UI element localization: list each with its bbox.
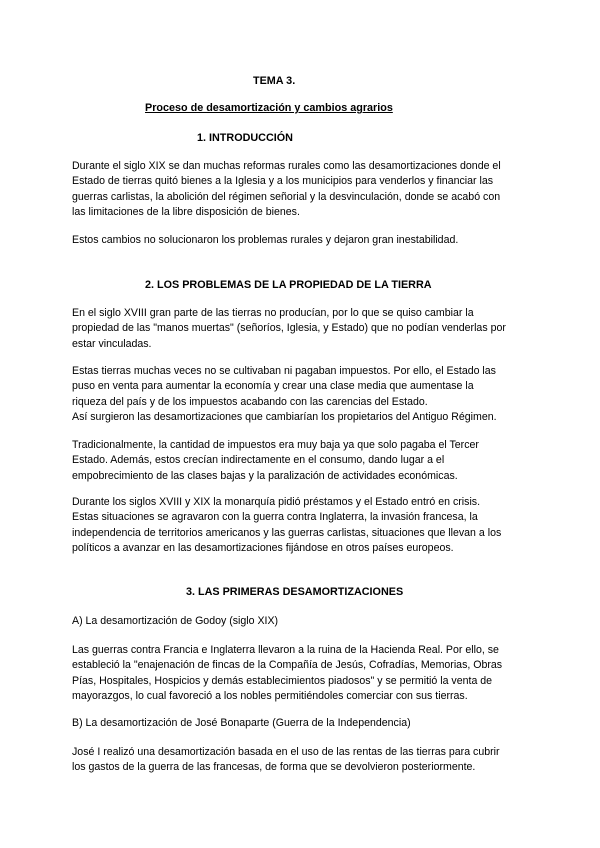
- text-line: estar vinculadas.: [72, 337, 152, 350]
- text-line: Estos cambios no solucionaron los problemas rurales y dejaron gran inestabilidad.: [72, 234, 459, 246]
- text-line: Estado de tierras quitó bienes a la Iglesia y a los municipios para venderlos y financiar las: [72, 175, 494, 188]
- text-line: Tradicionalmente, la cantidad de impuestos era muy baja ya que solo pagaba el Tercer: [72, 439, 479, 451]
- text-line: En el siglo XVIII gran parte de las tierras no producían, por lo que se quiso cambiar la: [72, 307, 474, 319]
- text-line: Estas tierras muchas veces no se cultivaban ni pagaban impuestos. Por ello, el Estado las: [72, 365, 496, 377]
- text-line: Durante los siglos XVIII y XIX la monarquía pidió préstamos y el Estado entró en crisis.: [72, 496, 481, 508]
- paragraph: [72, 306, 534, 352]
- text-line: A) La desamortización de Godoy (siglo XIX): [72, 615, 279, 627]
- section-heading-primeras: 3. LAS PRIMERAS DESAMORTIZACIONES: [186, 586, 404, 598]
- text-line: políticos a avanzar en las desamortizaciones fijándose en otros países europeos.: [72, 542, 454, 555]
- paragraph: [72, 643, 534, 705]
- text-line: mayorazgos, lo cual favoreció a los nobles permitiéndoles comerciar con sus tierras.: [72, 690, 468, 703]
- doc-subtitle: Proceso de desamortización y cambios agrarios: [145, 102, 393, 114]
- text-line: propiedad de las "manos muertas" (señoríos, Iglesia, y Estado) que no podían venderlas por: [72, 322, 506, 335]
- paragraph: [72, 495, 534, 557]
- text-line: estableció la "enajenación de fincas de la Compañía de Jesús, Cofradías, Memorias, Obras: [72, 659, 503, 672]
- section-heading-introduccion: 1. INTRODUCCIÓN: [197, 132, 293, 144]
- text-line: guerras carlistas, la abolición del régimen señorial y la desvinculación, donde se acabó con: [72, 190, 501, 203]
- paragraph: [72, 745, 534, 776]
- text-line: Estas situaciones se agravaron con la guerra contra Inglaterra, la invasión francesa, la: [72, 511, 478, 524]
- subheading: [72, 716, 534, 731]
- text-line: empobrecimiento de las clases bajas y la paralización de actividades económicas.: [72, 469, 458, 482]
- doc-title: TEMA 3.: [253, 75, 296, 87]
- text-line: Pías, Hospitales, Hospicios y demás establecimientos piadosos" y se permitió la venta de: [72, 674, 493, 687]
- text-line: José I realizó una desamortización basada en el uso de las rentas de las tierras para cubrir: [72, 746, 500, 758]
- text-line: B) La desamortización de José Bonaparte (Guerra de la Independencia): [72, 717, 411, 729]
- paragraph: [72, 364, 534, 426]
- paragraph: [72, 438, 534, 484]
- text-line: independencia de territorios americanos y las guerras carlistas, situaciones que llevan a los: [72, 526, 502, 539]
- subheading: [72, 614, 534, 629]
- text-line: Así surgieron las desamortizaciones que cambiarían los propietarios del Antiguo Régimen.: [72, 411, 497, 424]
- text-line: puso en venta para aumentar la economía y crear una clase media que aumentase la: [72, 380, 474, 393]
- text-line: riqueza del país y de los impuestos acabando con las carencias del Estado.: [72, 395, 428, 408]
- text-line: los gastos de la guerra de las francesas, de forma que se devolvieron posteriormente.: [72, 761, 476, 774]
- text-line: Las guerras contra Francia e Inglaterra llevaron a la ruina de la Hacienda Real. Por ello, se: [72, 644, 499, 656]
- text-line: las limitaciones de la libre disposición de bienes.: [72, 206, 300, 219]
- paragraph: [72, 159, 534, 221]
- paragraph: [72, 233, 534, 248]
- section-heading-problemas: 2. LOS PROBLEMAS DE LA PROPIEDAD DE LA TIERRA: [145, 279, 432, 291]
- text-line: Durante el siglo XIX se dan muchas reformas rurales como las desamortizaciones donde el: [72, 160, 501, 172]
- text-line: Estado. Además, estos crecían indirectamente en el consumo, dando lugar a el: [72, 454, 445, 467]
